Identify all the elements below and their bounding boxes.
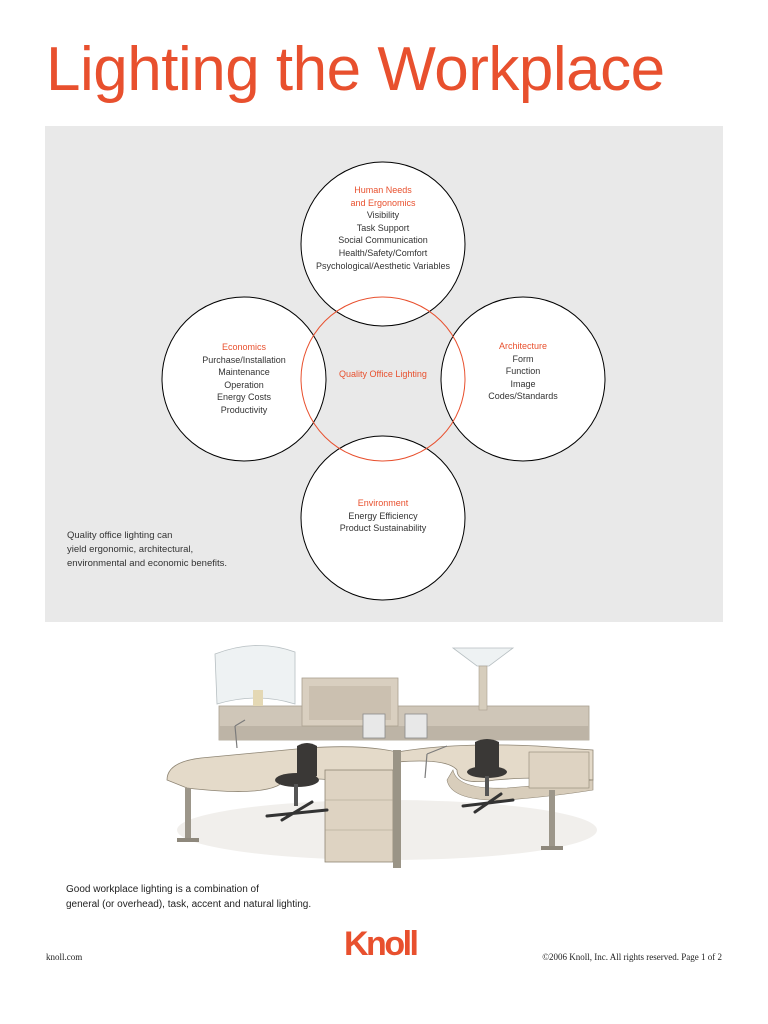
human-needs-heading-2: and Ergonomics: [350, 197, 416, 208]
human-needs-heading-1: Human Needs: [354, 185, 412, 195]
workstation-drawing: [157, 630, 607, 876]
photo-caption-line: Good workplace lighting is a combination of: [66, 884, 259, 895]
human-needs-text: [303, 184, 463, 272]
economics-heading: Economics: [221, 342, 266, 352]
economics-item: Energy Costs: [216, 392, 272, 403]
economics-item: Operation: [224, 379, 264, 390]
human-needs-item: Psychological/Aesthetic Variables: [316, 260, 450, 271]
center-label: Quality Office Lighting: [339, 369, 427, 379]
human-needs-item: Health/Safety/Comfort: [338, 247, 428, 258]
diagram-caption: [67, 529, 267, 571]
architecture-item: Form: [512, 353, 534, 364]
environment-item: Energy Efficiency: [348, 510, 418, 521]
environment-text: [313, 497, 453, 535]
footer-website[interactable]: knoll.com: [46, 952, 83, 962]
economics-text: [184, 341, 304, 417]
diagram-caption-line: environmental and economic benefits.: [67, 558, 228, 569]
diagram-caption-line: Quality office lighting can: [67, 530, 173, 541]
venn-diagram-panel: [45, 126, 723, 622]
footer-copyright: ©2006 Knoll, Inc. All rights reserved. Page 1 of 2: [542, 952, 722, 962]
page-title: Lighting the Workplace: [46, 35, 665, 104]
economics-item: Maintenance: [218, 367, 270, 378]
economics-item: Purchase/Installation: [202, 354, 286, 365]
photo-caption: [66, 882, 366, 912]
architecture-item: Image: [510, 378, 536, 389]
architecture-item: Function: [505, 366, 541, 377]
environment-item: Product Sustainability: [339, 523, 427, 534]
architecture-heading: Architecture: [498, 341, 548, 351]
architecture-item: Codes/Standards: [488, 391, 558, 402]
human-needs-item: Social Communication: [338, 235, 428, 246]
environment-heading: Environment: [357, 498, 409, 508]
diagram-caption-line: yield ergonomic, architectural,: [67, 544, 194, 555]
office-workstation-illustration: [157, 630, 607, 876]
architecture-text: [463, 340, 583, 403]
economics-item: Productivity: [220, 404, 268, 415]
human-needs-item: Visibility: [366, 210, 400, 221]
knoll-logo: Knoll: [344, 925, 417, 963]
human-needs-item: Task Support: [356, 222, 410, 233]
photo-caption-line: general (or overhead), task, accent and natural lighting.: [66, 899, 312, 910]
